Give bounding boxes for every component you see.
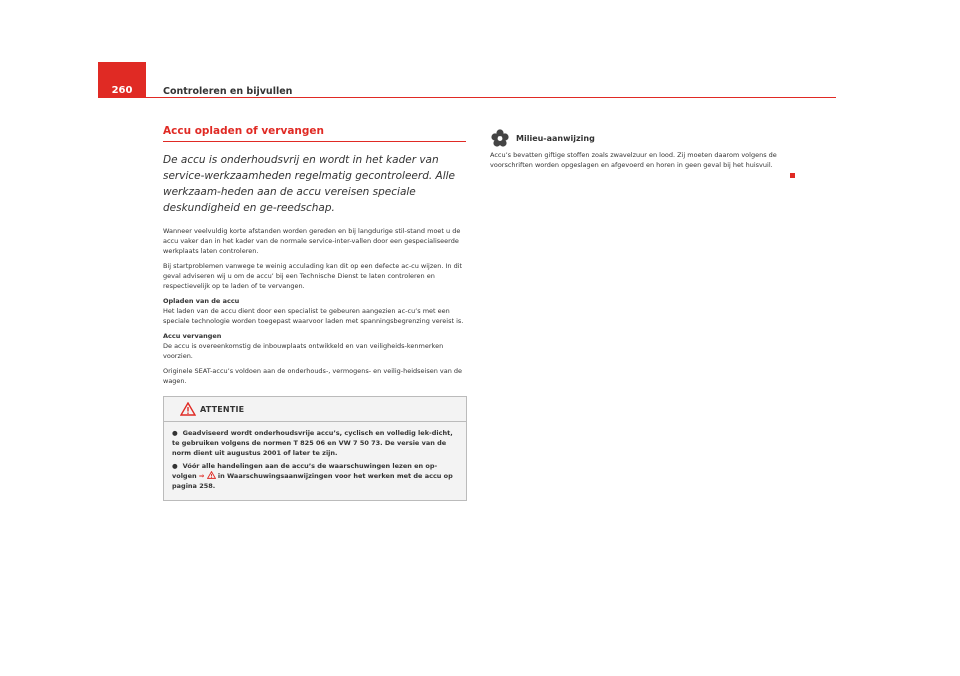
attentie-item-1-text: Geadviseerd wordt onderhoudsvrije accu’s, cyclisch en volledig lek-dicht, te gebruiken volgens de normen T 825 06 en VW 7 50 73. De versie van de norm dient uit augustus 2001 of later te zijn.	[172, 429, 453, 457]
bullet: ●	[172, 462, 178, 470]
bullet: ●	[172, 429, 178, 437]
attentie-header	[164, 397, 466, 421]
chapter-title: Controleren en bijvullen	[163, 86, 293, 97]
page-number: 260	[98, 62, 146, 98]
paragraph-3: Het laden van de accu dient door een specialist te gebeuren aangezien ac-cu’s met een speciale technologie worden toegepast waarvoor laden met spanningsbegrenzing vereist is.	[163, 307, 464, 325]
warning-triangle-icon[interactable]	[207, 471, 216, 479]
subheading-vervangen: Accu vervangen	[163, 332, 222, 340]
paragraph-1: Wanneer veelvuldig korte afstanden worden gereden en bij langdurige stil-stand moet u de accu vaker dan in het kader van de normale service-inter-vallen door een gespecialiseerde werkplaats laten controleren.	[163, 227, 461, 255]
reference-arrow[interactable]: ⇒	[198, 472, 205, 480]
paragraph-2: Bij startproblemen vanwege te weinig acculading kan dit op een defecte ac-cu wijzen. In dit geval adviseren wij u om de accu’ bij een Technische Dienst te laten controleren en respectievelijk op te laden of te vervangen.	[163, 262, 463, 290]
warning-triangle-icon	[180, 402, 196, 416]
end-square-icon	[790, 173, 795, 178]
reference-link-text[interactable]: in Waarschuwingsaanwijzingen voor het werken met de accu op pagina 258.	[172, 472, 453, 490]
paragraph-4: De accu is overeenkomstig de inbouwplaats ontwikkeld en van veiligheids-kenmerken voorzien.	[163, 342, 444, 360]
subheading-opladen: Opladen van de accu	[163, 297, 240, 305]
header-rule	[98, 97, 836, 98]
right-column	[490, 128, 796, 175]
attentie-body	[164, 422, 466, 500]
section-rule	[163, 141, 466, 142]
milieu-header	[490, 128, 796, 148]
attentie-item-2	[172, 461, 456, 491]
flower-icon	[490, 128, 510, 148]
attentie-label: ATTENTIE	[200, 404, 245, 414]
intro-paragraph: De accu is onderhoudsvrij en wordt in het kader van service-werkzaamheden regelmatig gecontroleerd. Alle werkzaam-heden aan de accu vereisen speciale deskundigheid en ge-reedschap.	[163, 154, 456, 214]
attentie-item-2-text: Vóór alle handelingen aan de accu’s de waarschuwingen lezen en op-volgen	[172, 462, 438, 480]
milieu-title: Milieu-aanwijzing	[516, 133, 595, 143]
paragraph-5: Originele SEAT-accu’s voldoen aan de onderhouds-, vermogens- en veilig-heidseisen van de wagen.	[163, 367, 463, 385]
section-title: Accu opladen of vervangen	[163, 125, 324, 137]
left-column	[163, 125, 466, 501]
attentie-box	[163, 396, 467, 501]
attentie-item-1	[172, 428, 456, 458]
milieu-text: Accu’s bevatten giftige stoffen zoals zwavelzuur en lood. Zij moeten daarom volgens de voorschriften worden opgeslagen en afgevoerd en horen in geen geval bij het huisvuil.	[490, 151, 777, 169]
